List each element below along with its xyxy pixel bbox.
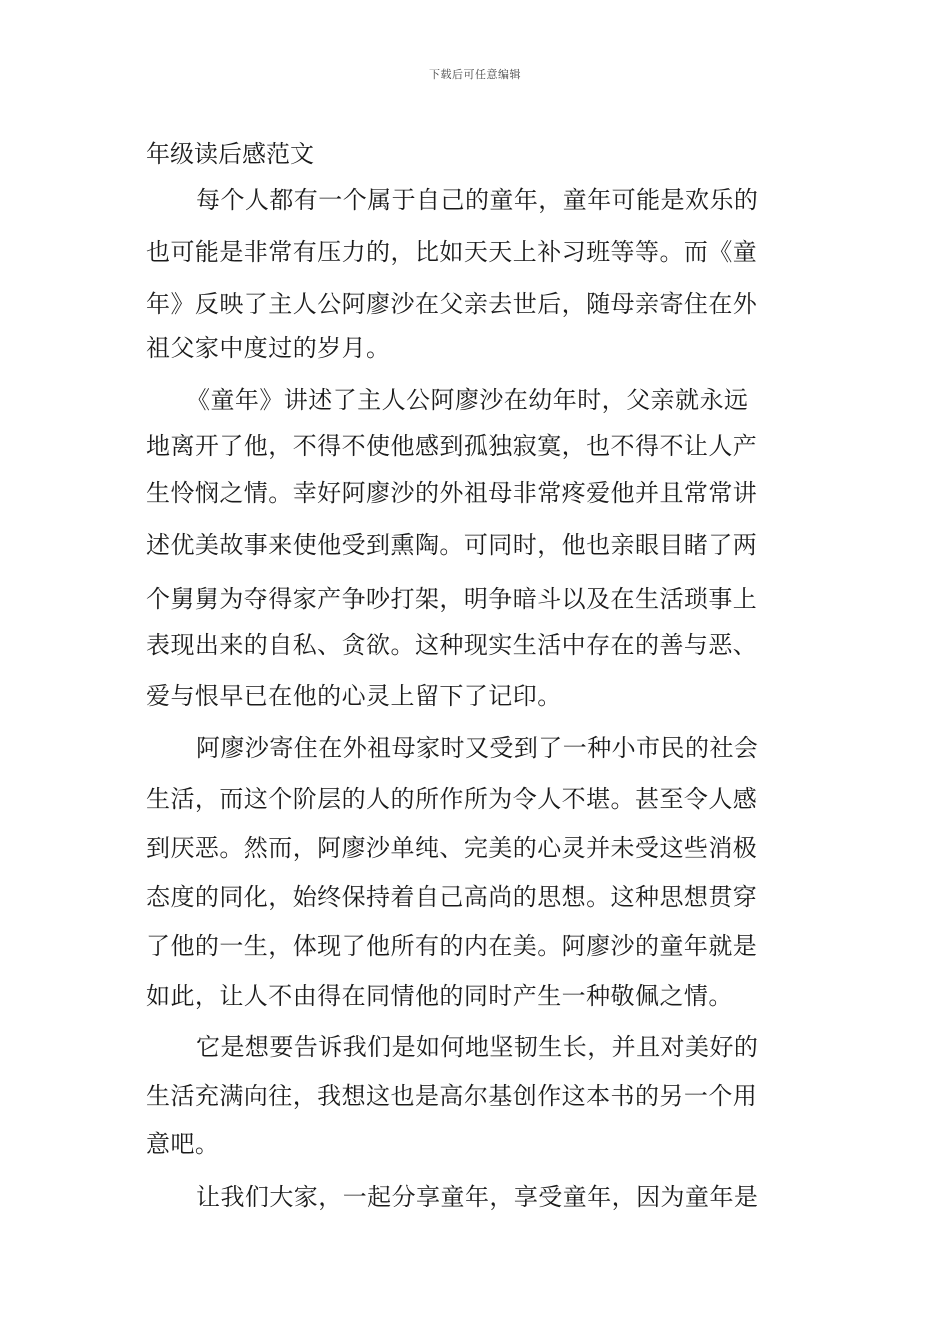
paragraph-2-line-1: 《童年》讲述了主人公阿廖沙在幼年时，父亲就永远 [186, 386, 749, 414]
paragraph-1-line-4: 祖父家中度过的岁月。 [146, 334, 391, 362]
paragraph-1-line-3: 年》反映了主人公阿廖沙在父亲去世后，随母亲寄住在外 [146, 290, 758, 318]
paragraph-4-line-2: 生活充满向往，我想这也是高尔基创作这本书的另一个用 [146, 1082, 758, 1110]
paragraph-3-line-1: 阿廖沙寄住在外祖母家时又受到了一种小市民的社会 [196, 734, 759, 762]
paragraph-2-line-6: 表现出来的自私、贪欲。这种现实生活中存在的善与恶、 [146, 631, 758, 659]
paragraph-3-line-5: 了他的一生，体现了他所有的内在美。阿廖沙的童年就是 [146, 932, 758, 960]
paragraph-1-line-1: 每个人都有一个属于自己的童年，童年可能是欢乐的 [196, 186, 759, 214]
paragraph-3-line-2: 生活，而这个阶层的人的所作所为令人不堪。甚至令人感 [146, 785, 758, 813]
paragraph-3-line-6: 如此，让人不由得在同情他的同时产生一种敬佩之情。 [146, 982, 733, 1010]
paragraph-3-line-4: 态度的同化，始终保持着自己高尚的思想。这种思想贯穿 [146, 883, 758, 911]
paragraph-4-line-1: 它是想要告诉我们是如何地坚韧生长，并且对美好的 [196, 1033, 759, 1061]
paragraph-2-line-4: 述优美故事来使他受到熏陶。可同时，他也亲眼目睹了两 [146, 531, 758, 559]
paragraph-2-line-2: 地离开了他，不得不使他感到孤独寂寞，也不得不让人产 [146, 432, 758, 460]
paragraph-2-line-5: 个舅舅为夺得家产争吵打架，明争暗斗以及在生活琐事上 [146, 585, 758, 613]
paragraph-4-line-3: 意吧。 [146, 1130, 220, 1158]
paragraph-3-line-3: 到厌恶。然而，阿廖沙单纯、完美的心灵并未受这些消极 [146, 834, 758, 862]
paragraph-2-line-7: 爱与恨早已在他的心灵上留下了记印。 [146, 682, 562, 710]
paragraph-1-line-2: 也可能是非常有压力的，比如天天上补习班等等。而《童 [146, 238, 758, 266]
paragraph-2-line-3: 生怜悯之情。幸好阿廖沙的外祖母非常疼爱他并且常常讲 [146, 479, 758, 507]
page-header: 下载后可任意编辑 [429, 68, 521, 81]
document-title: 年级读后感范文 [146, 140, 314, 168]
paragraph-5-line-1: 让我们大家，一起分享童年，享受童年，因为童年是 [196, 1183, 759, 1211]
